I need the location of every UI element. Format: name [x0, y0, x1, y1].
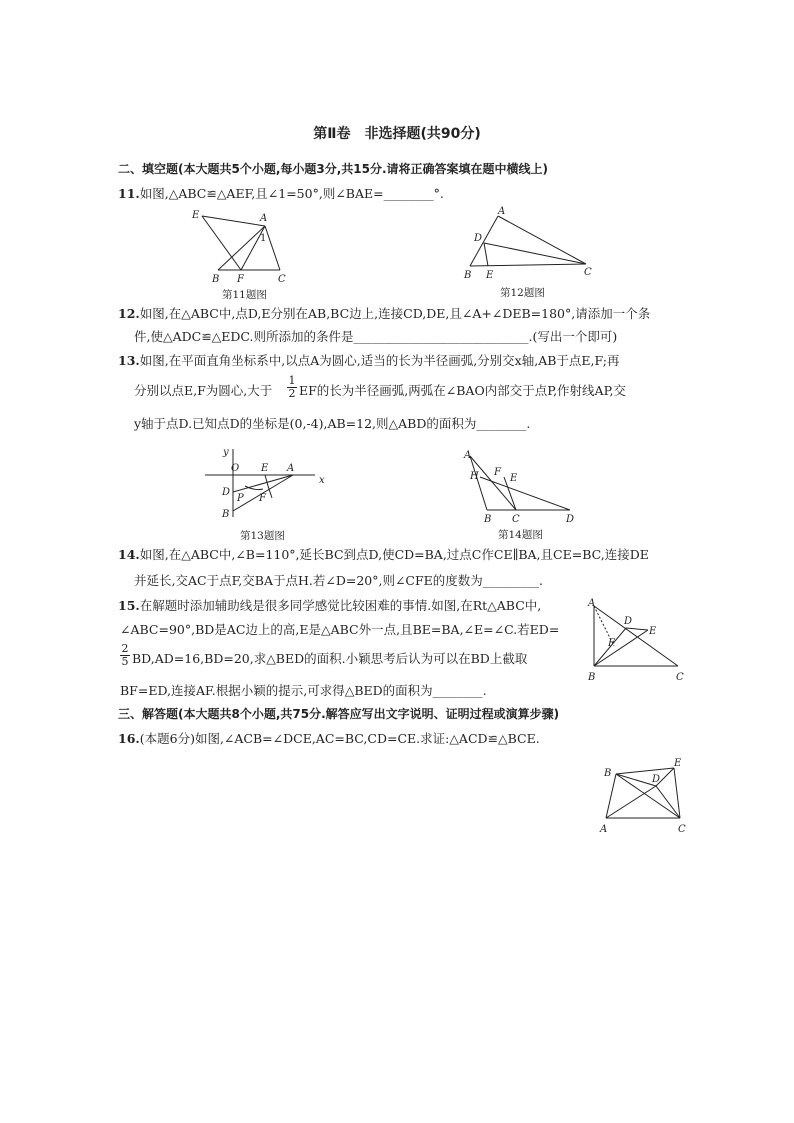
label-E: E — [649, 626, 657, 637]
question-13-line-2b: EF的长为半径画弧,两弧在∠BAO内部交于点P,作射线AP,交 — [299, 383, 626, 398]
section-fill-in-heading: 二、填空题(本大题共5个小题,每小题3分,共15分.请将正确答案填在题中横线上) — [118, 162, 549, 176]
question-number: 11. — [118, 186, 140, 201]
question-13-line-1 — [118, 353, 619, 369]
question-text: 如图,在△ABC中,点D,E分别在AB,BC边上,连接CD,DE,且∠A+∠DEB=180°,请添加一个条 — [139, 306, 651, 321]
question-11 — [118, 186, 444, 202]
label-F: F — [494, 467, 501, 478]
label-D: D — [474, 233, 483, 244]
question-number: 16. — [118, 731, 140, 746]
label-E: E — [674, 758, 682, 769]
fraction-numerator: 2 — [121, 642, 129, 655]
figure-15 — [586, 600, 696, 682]
fraction-denominator: 2 — [288, 387, 296, 400]
label-E: E — [192, 210, 200, 221]
figure-14-caption: 第14题图 — [498, 529, 543, 541]
fraction-one-half — [287, 375, 297, 400]
figure-12-caption: 第12题图 — [500, 287, 545, 299]
label-B: B — [484, 514, 492, 525]
question-12-line-2: 件,使△ADC≌△EDC.则所添加的条件是____________________________.(写出一个即可) — [134, 329, 618, 344]
question-number: 15. — [118, 598, 140, 613]
label-C: C — [512, 514, 520, 525]
question-12-line-1 — [118, 306, 650, 322]
label-F: F — [237, 274, 244, 285]
fraction-denominator: 5 — [121, 655, 129, 668]
question-text: (本题6分)如图,∠ACB=∠DCE,AC=BC,CD=CE.求证:△ACD≌△BCE. — [139, 731, 540, 746]
label-C: C — [584, 267, 592, 278]
label-angle-1: 1 — [260, 233, 267, 244]
label-B: B — [588, 672, 596, 683]
question-13-line-3: y轴于点D.已知点D的坐标是(0,-4),AB=12,则△ABD的面积为________. — [134, 416, 531, 431]
question-number: 14. — [118, 547, 140, 562]
figure-13 — [205, 445, 335, 523]
label-D: D — [624, 616, 633, 627]
figure-16 — [598, 756, 698, 836]
section-answer-heading: 三、解答题(本大题共8个小题,共75分.解答应写出文字说明、证明过程或演算步骤) — [118, 707, 560, 721]
question-15-line-4: BF=ED,连接AF.根据小颖的提示,可求得△BED的面积为________. — [120, 683, 487, 698]
label-E: E — [486, 270, 494, 281]
question-text: 如图,△ABC≌△AEF,且∠1=50°,则∠BAE=________°. — [139, 186, 444, 201]
label-P: P — [237, 493, 244, 504]
question-15-line-1 — [118, 598, 541, 614]
label-D: D — [566, 514, 575, 525]
label-H: H — [470, 471, 479, 482]
label-C: C — [678, 824, 686, 835]
fraction-numerator: 1 — [288, 374, 296, 387]
question-number: 12. — [118, 306, 140, 321]
question-15-line-2: ∠ABC=90°,BD是AC边上的高,E是△ABC外一点,且BE=BA,∠E=∠C.若ED= — [120, 622, 560, 637]
label-D: D — [652, 774, 661, 785]
question-text: 如图,在△ABC中,∠B=110°,延长BC到点D,使CD=BA,过点C作CE∥BA,且CE=BC,连接DE — [139, 547, 649, 562]
label-C: C — [278, 274, 286, 285]
label-A: A — [498, 206, 506, 217]
label-F: F — [608, 638, 615, 649]
question-text: 如图,在平面直角坐标系中,以点A为圆心,适当的长为半径画弧,分别交x轴,AB于点E,F;再 — [139, 353, 620, 368]
label-A: A — [588, 598, 596, 609]
label-C: C — [676, 672, 684, 683]
part-title: 第Ⅱ卷 非选择题(共90分) — [313, 126, 481, 142]
label-A: A — [287, 463, 295, 474]
label-E: E — [261, 463, 269, 474]
figure-12 — [460, 206, 600, 284]
fraction-two-fifths — [120, 643, 130, 668]
label-B: B — [464, 270, 472, 281]
label-F: F — [259, 493, 266, 504]
label-x: x — [319, 475, 325, 486]
label-E: E — [510, 473, 518, 484]
label-B: B — [222, 509, 230, 520]
label-D: D — [222, 487, 231, 498]
question-14-line-1 — [118, 547, 649, 563]
figure-13-caption: 第13题图 — [240, 530, 285, 542]
label-A: A — [600, 824, 608, 835]
question-14-line-2: 并延长,交AC于点F,交BA于点H.若∠D=20°,则∠CFE的度数为_________. — [134, 573, 544, 588]
question-16 — [118, 731, 540, 747]
figure-11-caption: 第11题图 — [222, 289, 267, 301]
label-A: A — [464, 450, 472, 461]
label-y: y — [223, 447, 229, 458]
question-13-line-2a: 分别以点E,F为圆心,大于 — [134, 383, 273, 398]
label-O: O — [231, 463, 240, 474]
label-B: B — [212, 274, 220, 285]
question-text: 在解题时添加辅助线是很多同学感觉比较困难的事情.如图,在Rt△ABC中, — [139, 598, 542, 613]
question-number: 13. — [118, 353, 140, 368]
figure-11 — [190, 206, 300, 286]
figure-14 — [460, 448, 590, 524]
label-A: A — [260, 213, 268, 224]
question-15-line-3: BD,AD=16,BD=20,求△BED的面积.小颖思考后认为可以在BD上截取 — [132, 651, 528, 666]
label-B: B — [604, 768, 612, 779]
